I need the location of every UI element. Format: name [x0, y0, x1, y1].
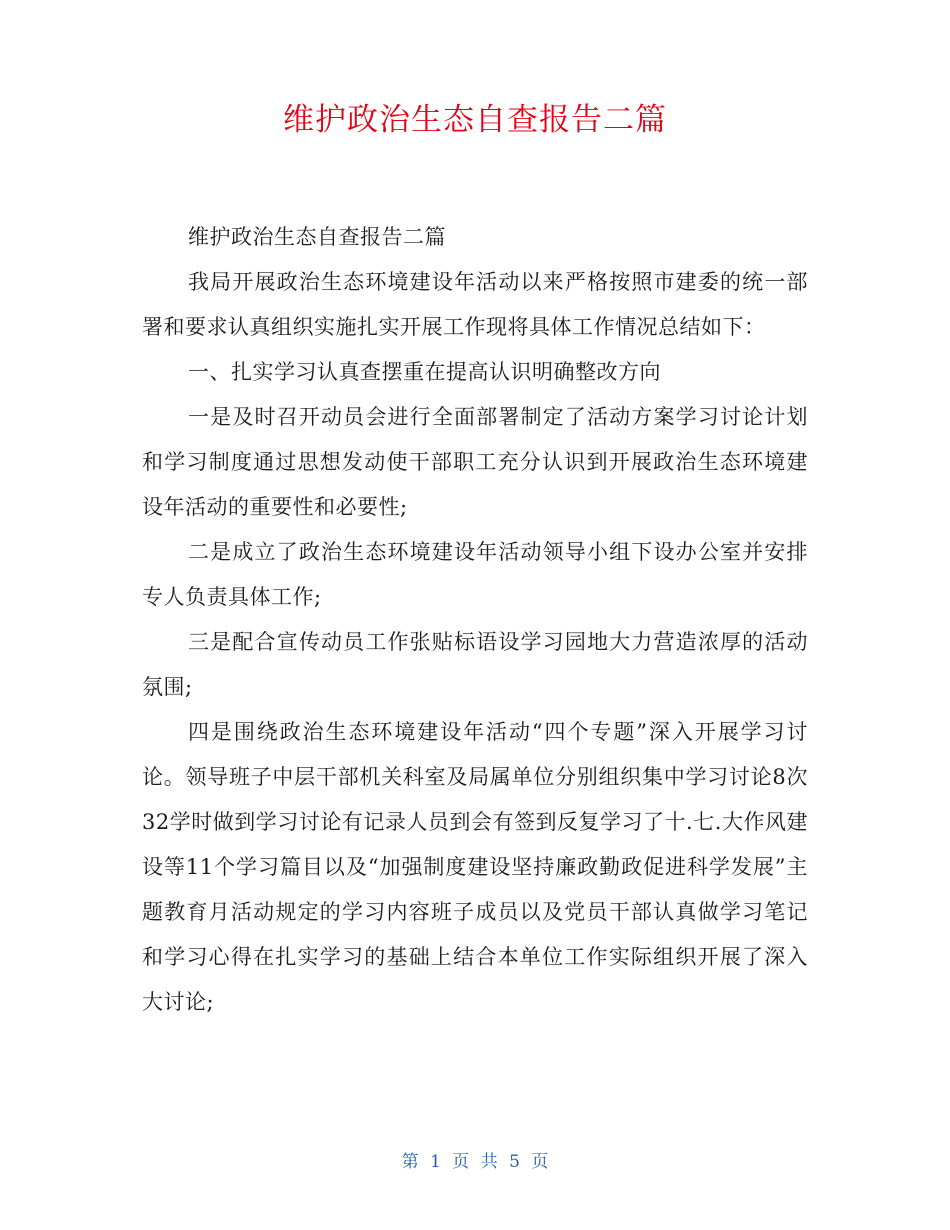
- paragraph-item-1: 一是及时召开动员会进行全面部署制定了活动方案学习讨论计划和学习制度通过思想发动使干部职工充分认识到开展政治生态环境建设年活动的重要性和必要性;: [142, 405, 808, 519]
- document-body: [142, 215, 808, 1025]
- section-heading-1: 一、扎实学习认真查摆重在提高认识明确整改方向: [188, 360, 661, 384]
- document-title: 维护政治生态自查报告二篇: [283, 102, 667, 138]
- paragraph-item-2: 二是成立了政治生态环境建设年活动领导小组下设办公室并安排专人负责具体工作;: [142, 540, 808, 609]
- intro-paragraph: 我局开展政治生态环境建设年活动以来严格按照市建委的统一部署和要求认真组织实施扎实开展工作现将具体工作情况总结如下：: [142, 270, 808, 339]
- paragraph-item-4: 四是围绕政治生态环境建设年活动“四个专题”深入开展学习讨论。领导班子中层干部机关科室及局属单位分别组织集中学习讨论8次32学时做到学习讨论有记录人员到会有签到反复学习了十.七.大作风建设等11个学习篇目以及“加强制度建设坚持廉政勤政促进科学发展”主题教育月活动规定的学习内容班子成员以及党员干部认真做学习笔记和学习心得在扎实学习的基础上结合本单位工作实际组织开展了深入大讨论;: [142, 720, 808, 1014]
- paragraph-item-3: 三是配合宣传动员工作张贴标语设学习园地大力营造浓厚的活动氛围;: [142, 630, 808, 699]
- subtitle-paragraph: 维护政治生态自查报告二篇: [188, 225, 446, 249]
- page-footer: 第 1 页 共 5 页: [401, 1152, 549, 1172]
